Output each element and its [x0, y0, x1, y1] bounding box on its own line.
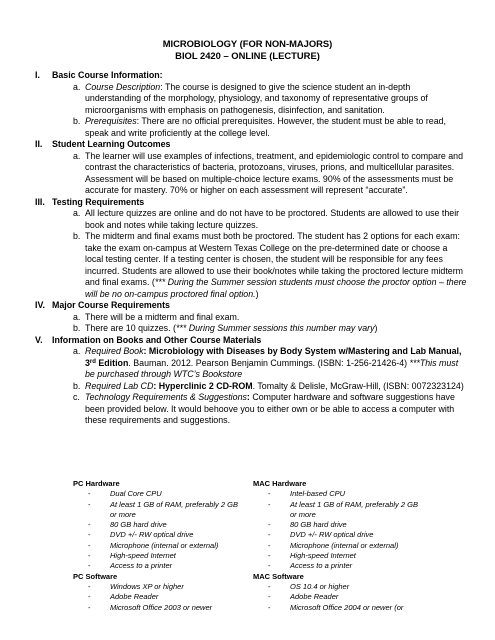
bullet-dash: - — [88, 530, 91, 540]
edition-superscript: rd — [89, 358, 96, 365]
section-number: I. — [35, 70, 40, 80]
section-number: II. — [35, 139, 43, 149]
list-item — [253, 530, 431, 540]
item-letter: a. — [73, 150, 81, 161]
list-item-text: Microsoft Office 2004 or newer (or — [290, 602, 404, 612]
list-item — [73, 500, 251, 510]
list-item-text: OS 10.4 or higher — [290, 581, 350, 591]
item-body: There will be a midterm and final exam. — [85, 311, 240, 322]
section-heading — [35, 335, 467, 347]
list-item — [73, 346, 467, 381]
item-letter: a. — [73, 208, 81, 218]
section-heading — [35, 70, 467, 82]
bullet-dash: - — [88, 540, 91, 550]
list-item — [253, 500, 431, 510]
list-item-text: Microphone (internal or external) — [110, 540, 219, 550]
list-item-continuation: or more — [290, 509, 316, 519]
list-item — [73, 82, 467, 117]
list-item-text: 80 GB hard drive — [110, 520, 167, 530]
bullet-dash: - — [268, 489, 271, 499]
list-item — [73, 520, 251, 530]
section-number: IV. — [35, 300, 46, 310]
list-item — [253, 520, 431, 530]
section-title: Basic Course Information: — [52, 70, 163, 80]
item-text — [85, 392, 467, 427]
item-colon: : — [246, 392, 250, 402]
course-title: MICROBIOLOGY (FOR NON-MAJORS) — [162, 38, 333, 49]
list-item — [253, 541, 431, 551]
cd-title: : Hyperclinic 2 CD-ROM — [153, 380, 253, 391]
bullet-dash: - — [88, 499, 91, 509]
section-number: III. — [35, 196, 45, 207]
item-letter: a. — [73, 81, 81, 92]
bullet-dash: - — [88, 581, 91, 591]
list-item-text: Windows XP or higher — [110, 581, 184, 591]
bullet-dash: - — [268, 551, 271, 561]
item-body: . Tomalty & Delisle, McGraw-Hill, (ISBN: 0072323124) — [252, 380, 464, 391]
bullet-dash: - — [268, 520, 271, 530]
list-item-text: Microphone (internal or external) — [290, 540, 399, 550]
list-item — [73, 312, 467, 324]
list-item-text: Adobe Reader — [110, 592, 159, 602]
item-letter: a. — [73, 346, 81, 356]
section-number: V. — [35, 334, 43, 345]
list-item — [73, 231, 467, 300]
bullet-dash: - — [268, 499, 271, 509]
list-item — [253, 551, 431, 561]
list-item — [253, 561, 431, 571]
book-edition: Edition — [95, 357, 129, 368]
bullet-dash: - — [268, 602, 271, 612]
list-item — [73, 561, 251, 571]
section-heading — [35, 300, 467, 312]
item-body: : The course is designed to give the science student an in-depth understanding of the morphology, physiology, and taxonomy of representative groups of microorganisms with emphasis on pathogenesis, disinfection, and sanitation. — [85, 81, 428, 115]
document-header — [0, 38, 495, 62]
bullet-dash: - — [88, 592, 91, 602]
item-body: . Bauman. 2012. Pearson Benjamin Cummings. (ISBN: 1-256-21426-4) — [128, 357, 410, 368]
section-heading — [35, 139, 467, 151]
course-subtitle: BIOL 2420 – ONLINE (LECTURE) — [175, 50, 320, 61]
list-item-text: DVD +/- RW optical drive — [290, 530, 374, 540]
bullet-dash: - — [88, 520, 91, 530]
list-item — [253, 603, 431, 613]
pc-requirements — [73, 479, 251, 613]
bullet-dash: - — [88, 489, 91, 499]
list-item-text: Intel-based CPU — [290, 489, 346, 499]
item-letter: b. — [73, 116, 81, 126]
list-item — [253, 582, 431, 592]
item-body: The learner will use examples of infections, treatment, and epidemiologic control to compare and contrast the characteristics of bacteria, protozoans, viruses, prions, and multicellular parasites. Assessment will be based on multiple-choice lecture exams. 90% of the assessments must be accurate for mastery. 70% or higher on each assessment will represent “accurate”. — [85, 150, 464, 195]
list-item-text: Access to a printer — [290, 561, 353, 571]
list-item — [73, 541, 251, 551]
list-item — [73, 323, 467, 335]
item-label: Required Lab CD — [85, 380, 154, 391]
pc-hardware-heading: PC Hardware — [73, 479, 120, 488]
list-item-text: 80 GB hard drive — [290, 520, 347, 530]
item-label: Required Book — [85, 346, 144, 356]
list-item-text: DVD +/- RW optical drive — [110, 530, 194, 540]
item-letter: b. — [73, 323, 81, 333]
item-letter: b. — [73, 231, 81, 241]
list-item — [73, 208, 467, 231]
bullet-dash: - — [88, 561, 91, 571]
bullet-dash: - — [88, 551, 91, 561]
list-item — [73, 392, 467, 427]
section-title: Testing Requirements — [52, 196, 145, 207]
item-letter: a. — [73, 311, 81, 322]
list-item-text: Dual Core CPU — [110, 489, 162, 499]
list-item-text: At least 1 GB of RAM, preferably 2 GB — [110, 499, 238, 509]
bullet-dash: - — [268, 530, 271, 540]
list-item — [73, 116, 467, 139]
mac-requirements — [253, 479, 431, 613]
item-text — [85, 346, 467, 381]
item-label: Prerequisites — [85, 116, 137, 126]
list-item — [73, 592, 251, 602]
list-item — [253, 592, 431, 602]
item-label: Course Description — [85, 81, 161, 92]
item-letter: c. — [73, 392, 80, 402]
list-item-text: High-speed Internet — [290, 551, 356, 561]
item-text — [85, 82, 467, 117]
list-item — [73, 603, 251, 613]
list-item — [73, 530, 251, 540]
item-body: The midterm and final exams must both be proctored. The student has 2 options for each exam: take the exam on-campus at Western Texas College on the pre-determined date or choose a local testing center. If a testing center is chosen, the student will be responsible for any fees incurred. Students are allowed to use their book/notes while taking the proctored lecture midterm and final exams. ( — [85, 231, 464, 287]
item-body: Computer hardware and software suggestions have been provided below. It would behoove you to either own or be able to access a computer with these requirements and suggestions. — [85, 392, 455, 425]
list-item — [253, 489, 431, 499]
list-item-text: Access to a printer — [110, 561, 173, 571]
item-label: Technology Requirements & Suggestions — [85, 392, 247, 402]
item-body: : There are no official prerequisites. However, the student must be able to read, speak and write proficiently at the college level. — [85, 116, 447, 138]
list-item — [73, 551, 251, 561]
bullet-dash: - — [88, 602, 91, 612]
list-item-continuation: or more — [110, 509, 136, 519]
item-close: ) — [255, 288, 259, 299]
bullet-dash: - — [268, 581, 271, 591]
section-title: Information on Books and Other Course Materials — [52, 334, 262, 345]
section-title: Major Course Requirements — [52, 300, 170, 310]
list-item-text: Adobe Reader — [290, 592, 339, 602]
bullet-dash: - — [268, 540, 271, 550]
item-note: ***This must be purchased through WTC’s Bookstore — [85, 357, 459, 379]
list-item — [73, 151, 467, 197]
item-note: *** During the Summer session students must choose the proctor option – there will be no on-campus proctored final option. — [85, 277, 467, 299]
list-item — [73, 489, 251, 499]
item-text — [85, 381, 467, 393]
item-letter: b. — [73, 380, 81, 391]
item-text — [85, 231, 467, 300]
item-close: ) — [374, 323, 378, 333]
pc-software-heading: PC Software — [73, 571, 118, 581]
list-item — [73, 582, 251, 592]
item-body: All lecture quizzes are online and do not have to be proctored. Students are allowed to use their book and notes while taking lecture quizzes. — [85, 208, 460, 230]
mac-hardware-heading: MAC Hardware — [253, 479, 307, 488]
list-item-text: High-speed Internet — [110, 551, 176, 561]
bullet-dash: - — [268, 592, 271, 602]
item-text — [85, 323, 467, 335]
section-title: Student Learning Outcomes — [52, 139, 171, 149]
syllabus-body — [35, 70, 467, 427]
bullet-dash: - — [268, 561, 271, 571]
mac-software-heading: MAC Software — [253, 571, 304, 581]
list-item-text: Microsoft Office 2003 or newer — [110, 602, 213, 612]
list-item — [73, 381, 467, 393]
list-item-text: At least 1 GB of RAM, preferably 2 GB — [290, 499, 418, 509]
item-text — [85, 116, 467, 139]
section-heading — [35, 197, 467, 209]
item-note: *** During Summer sessions this number may vary — [175, 323, 375, 333]
item-body: There are 10 quizzes. ( — [85, 323, 176, 333]
book-title: : Microbiology with Diseases by Body System w/Mastering and Lab Manual, 3 — [85, 346, 462, 368]
